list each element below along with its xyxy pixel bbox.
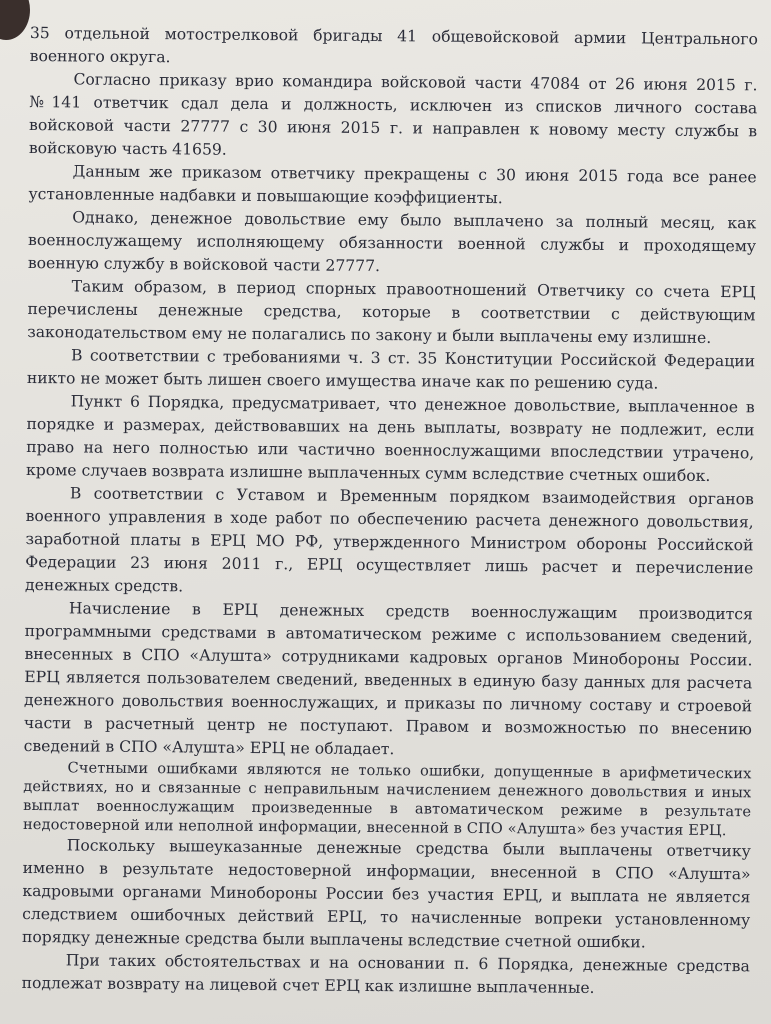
paragraph-point-6: Пункт 6 Порядка, предусматривает, что денежное довольствие, выплаченное в порядке и размерах, действовавших на день выплаты, возврату не подлежит, если право на него полностью или частично военнослужащими впоследствии утрачено, кроме случаев возврата излишне выплаченных сумм вследствие счетных ошибок. (26, 392, 755, 485)
paragraph-brigade: 35 отдельной мотострелковой бригады 41 общевойсковой армии Центрального военного округа. (29, 23, 758, 67)
paragraph-charter: В соответствии с Уставом и Временным порядком взаимодействия органов военного управления в ходе работ по обеспечению расчета денежного довольствия, заработной платы в ЕРЦ МО РФ, утвержденного Министром обороны Российской Федерации 23 июня 2011 г., ЕРЦ осуществляет лишь расчет и перечисление денежных средств. (25, 484, 754, 596)
document-body (22, 22, 758, 1001)
paragraph-counting-errors: Счетными ошибками являются не только ошибки, допущенные в арифметических действиях, но и связанные с неправильным начислением денежного довольствия и иных выплат военнослужащим произведенные в автоматическом режиме в результате недостоверной или неполной информации, внесенной в СПО «Алушта» без участия ЕРЦ. (22, 759, 752, 840)
paragraph-thus: Таким образом, в период спорных правоотношений Ответчику со счета ЕРЦ перечислены денежные средства, которые в соответствии с действующим законодательством ему не полагались по закону и были выплачены ему излишне. (27, 277, 756, 347)
paragraph-full-month: Однако, денежное довольствие ему было выплачено за полный месяц, как военнослужащему исполняющему обязанности военной службы и проходящему военную службу в войсковой части 27777. (27, 208, 757, 276)
paragraph-constitution: В соответствии с требованиями ч. 3 ст. 35 Конституции Российской Федерации никто не может быть лишен своего имущества иначе как по решению суда. (26, 346, 756, 393)
paragraph-since: Поскольку вышеуказанные денежные средства были выплачены ответчику именно в результате недостоверной информации, внесенной в СПО «Алушта» кадровыми органами Минобороны России без участия ЕРЦ, и выплата не является следствием ошибочных действий ЕРЦ, то начисленные вопреки установленному порядку денежные средства были выплачены вследствие счетной ошибки. (21, 836, 751, 952)
paragraph-order: Согласно приказу врио командира войсковой части 47084 от 26 июня 2015 г. №141 ответчик сдал дела и должность, исключен из списков личного состава войсковой части 27777 с 30 июня 2015 г. и направлен к новому месту службы в войсковую часть 41659. (28, 70, 758, 159)
paragraph-allowances: Данным же приказом ответчику прекращены с 30 июня 2015 года все ранее установленные надбавки и повышающие коэффициенты. (28, 162, 757, 208)
finger-shadow (0, 0, 30, 40)
paragraph-conclusion: При таких обстоятельствах и на основании п. 6 Порядка, денежные средства подлежат возврату на лицевой счет ЕРЦ как излишне выплаченные. (21, 951, 750, 997)
paragraph-accrual: Начисление в ЕРЦ денежных средств военнослужащим производится программными средствами в автоматическом режиме с использованием сведений, внесенных в СПО «Алушта» сотрудниками кадровых органов Минобороны России. ЕРЦ является пользователем сведений, введенных в единую базу данных для расчета денежного довольствия военнослужащих, и приказы по личному составу и строевой части в расчетный центр не поступают. Правом и возможностью по внесению сведений в СПО «Алушта» ЕРЦ не обладает. (23, 599, 753, 759)
